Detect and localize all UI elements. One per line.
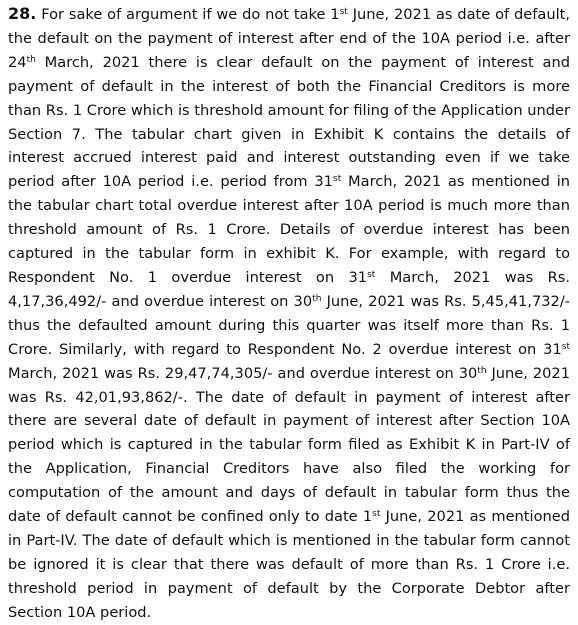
text-segment: March, 2021 was Rs. 4,17,36,492/- and overdue interest on 30 (8, 268, 570, 310)
document-page (8, 2, 570, 625)
text-segment: March, 2021 as mentioned in the tabular chart total overdue interest after 10A period is much more than threshold amount of Rs. 1 Crore. Details of overdue interest has been captured in the tabular form in exhibit K. For example, with regard to Respondent No. 1 overdue interest on 31 (8, 173, 570, 286)
paragraph-28 (8, 2, 570, 625)
text-segment: June, 2021 as mentioned in Part-IV. The date of default which is mentioned in the tabular form cannot be ignored it is clear that there was default of more than Rs. 1 Crore i.e. threshold period in payment of default by the Corporate Debtor after Section 10A period. (8, 508, 570, 621)
text-segment: For sake of argument if we do not take 1 (36, 6, 340, 23)
text-segment: March, 2021 there is clear default on the payment of interest and payment of default in the interest of both the Financial Creditors is more than Rs. 1 Crore which is threshold amount for filing of the Application under Section 7. The tabular chart given in Exhibit K contains the details of interest accrued interest paid and interest outstanding even if we take period after 10A period i.e. period from 31 (8, 53, 570, 191)
ordinal-superscript: th (26, 54, 36, 65)
ordinal-superscript: st (332, 174, 342, 185)
ordinal-superscript: st (367, 270, 376, 280)
text-segment: June, 2021 was Rs. 5,45,41,732/- thus the defaulted amount during this quarter was itself more than Rs. 1 Crore. Similarly, with regard to Respondent No. 2 overdue interest on 31 (8, 292, 571, 358)
text-segment: March, 2021 was Rs. 29,47,74,305/- and overdue interest on 30 (8, 364, 478, 382)
text-segment: June, 2021 as date of default, the default on the payment of interest after end of the 10A period i.e. after 24 (8, 6, 570, 71)
ordinal-superscript: st (561, 341, 570, 352)
ordinal-superscript: th (477, 365, 487, 376)
ordinal-superscript: st (339, 7, 348, 18)
text-segment: June, 2021 was Rs. 42,01,93,862/-. The date of default in payment of interest after there are several date of default in payment of interest after Section 10A period which is captured in the tabular form filed as Exhibit K in Part-IV of the Application, Financial Creditors have also filed the working for computation of the amount and days of default in tabular form thus the date of default cannot be confined only to date 1 (8, 364, 570, 526)
ordinal-superscript: st (372, 509, 381, 520)
paragraph-number: 28. (8, 4, 37, 23)
ordinal-superscript: th (312, 293, 322, 304)
